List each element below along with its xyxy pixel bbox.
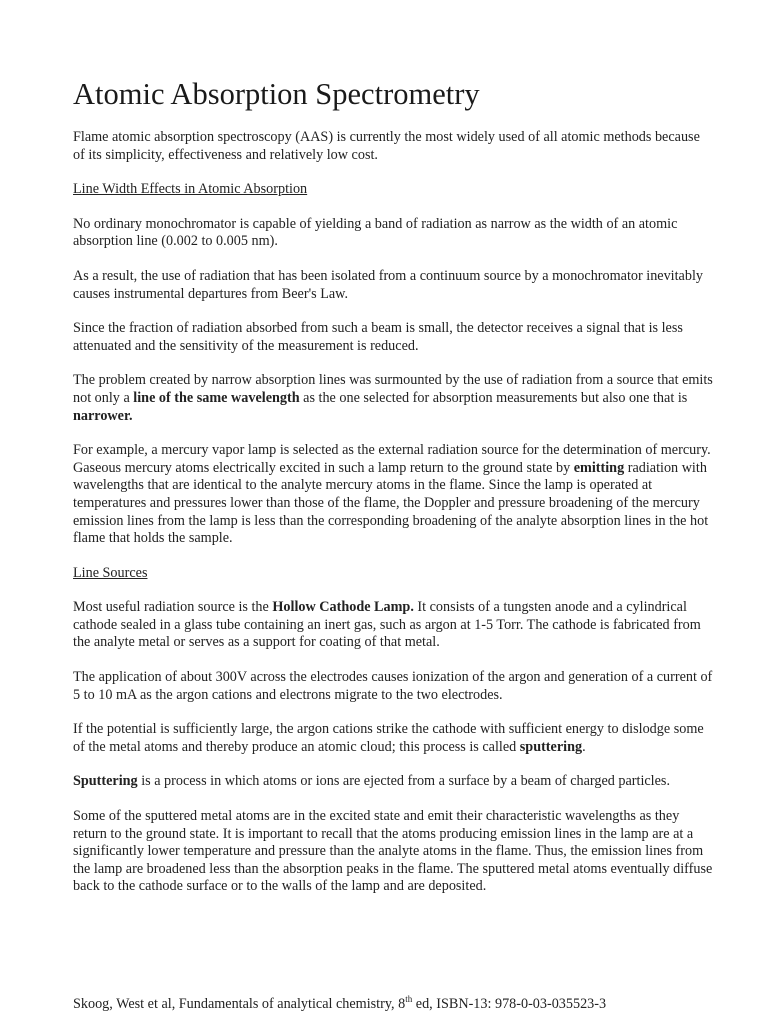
reference-citation xyxy=(73,995,733,1013)
section-heading-line-width xyxy=(73,181,713,199)
paragraph-sputtering-process xyxy=(73,721,713,756)
text-run: For example, a mercury vapor lamp is selected as the external radiation source for the determination of mercury. Gaseous mercury atoms electrically excited in such a lamp return to the ground state by xyxy=(73,442,711,476)
bold-run: narrower. xyxy=(73,407,133,424)
superscript: th xyxy=(405,994,413,1004)
text-run: The problem created by narrow absorption lines was surmounted by the use of radiation from a source that emits not only a xyxy=(73,372,713,406)
text-run: Skoog, West et al, Fundamentals of analytical chemistry, 8 xyxy=(73,996,406,1012)
bold-run: emitting xyxy=(573,459,625,476)
text-run: as the one selected for absorption measurements but also one that is xyxy=(299,389,688,406)
section-heading-line-width-text: Line Width Effects in Atomic Absorption xyxy=(73,181,308,198)
paragraph-mercury-example xyxy=(73,442,713,548)
paragraph-excited-state: Some of the sputtered metal atoms are in the excited state and emit their characteristic wavelengths as they return to the ground state. It is important to recall that the atoms producing emission lines in the lamp are at a significantly lower temperature and pressure than the analyte atoms in the flame. Thus, the emission lines from the lamp are broadened less than the absorption peaks in the flame. The sputtered metal atoms eventually diffuse back to the cathode surface or to the walls of the lamp and are deposited. xyxy=(73,808,713,895)
text-run: . xyxy=(582,738,586,755)
paragraph-narrow-lines xyxy=(73,372,713,425)
bold-run: sputtering xyxy=(519,738,583,755)
text-run: radiation with wavelengths that are identical to the analyte mercury atoms in the flame. Since the lamp is operated at temperatures and pressures lower than those of the flame, the Doppler and pressure broadening of the mercury emission lines from the lamp is less than the corresponding broadening of the analyte absorption lines in the hot flame that holds the sample. xyxy=(73,459,709,547)
document-body xyxy=(73,72,713,913)
paragraph-sputtering-definition xyxy=(73,773,713,791)
text-run: It consists of a tungsten anode and a cylindrical cathode sealed in a glass tube containing an inert gas, such as argon at 1-5 Torr. The cathode is fabricated from the analyte metal or serves as a support for coating of that metal. xyxy=(73,599,701,651)
section-heading-line-sources xyxy=(73,565,713,583)
bold-run: Sputtering xyxy=(73,773,138,790)
paragraph-ionization: The application of about 300V across the electrodes causes ionization of the argon and generation of a current of 5 to 10 mA as the argon cations and electrons migrate to the two electrodes. xyxy=(73,669,713,703)
bold-run: line of the same wavelength xyxy=(133,389,300,406)
paragraph-beers-law: As a result, the use of radiation that has been isolated from a continuum source by a monochromator inevitably causes instrumental departures from Beer's Law. xyxy=(73,267,703,302)
paragraph-monochromator: No ordinary monochromator is capable of yielding a band of radiation as narrow as the width of an atomic absorption line (0.002 to 0.005 nm). xyxy=(73,215,678,250)
bold-run: Hollow Cathode Lamp. xyxy=(272,599,414,616)
paragraph-sensitivity: Since the fraction of radiation absorbed from such a beam is small, the detector receives a signal that is less attenuated and the sensitivity of the measurement is reduced. xyxy=(73,320,683,354)
text-run: ed, ISBN-13: 978-0-03-035523-3 xyxy=(412,996,607,1012)
section-heading-line-sources-text: Line Sources xyxy=(73,564,148,581)
text-run: If the potential is sufficiently large, the argon cations strike the cathode with sufficient energy to dislodge some of the metal atoms and thereby produce an atomic cloud; this process is called xyxy=(73,721,704,755)
paragraph-hollow-cathode xyxy=(73,599,713,652)
page-title: Atomic Absorption Spectrometry xyxy=(73,77,480,111)
text-run: Most useful radiation source is the xyxy=(73,599,273,616)
intro-paragraph: Flame atomic absorption spectroscopy (AAS) is currently the most widely used of all atomic methods because of its simplicity, effectiveness and relatively low cost. xyxy=(73,129,700,163)
text-run: is a process in which atoms or ions are ejected from a surface by a beam of charged particles. xyxy=(137,773,670,790)
